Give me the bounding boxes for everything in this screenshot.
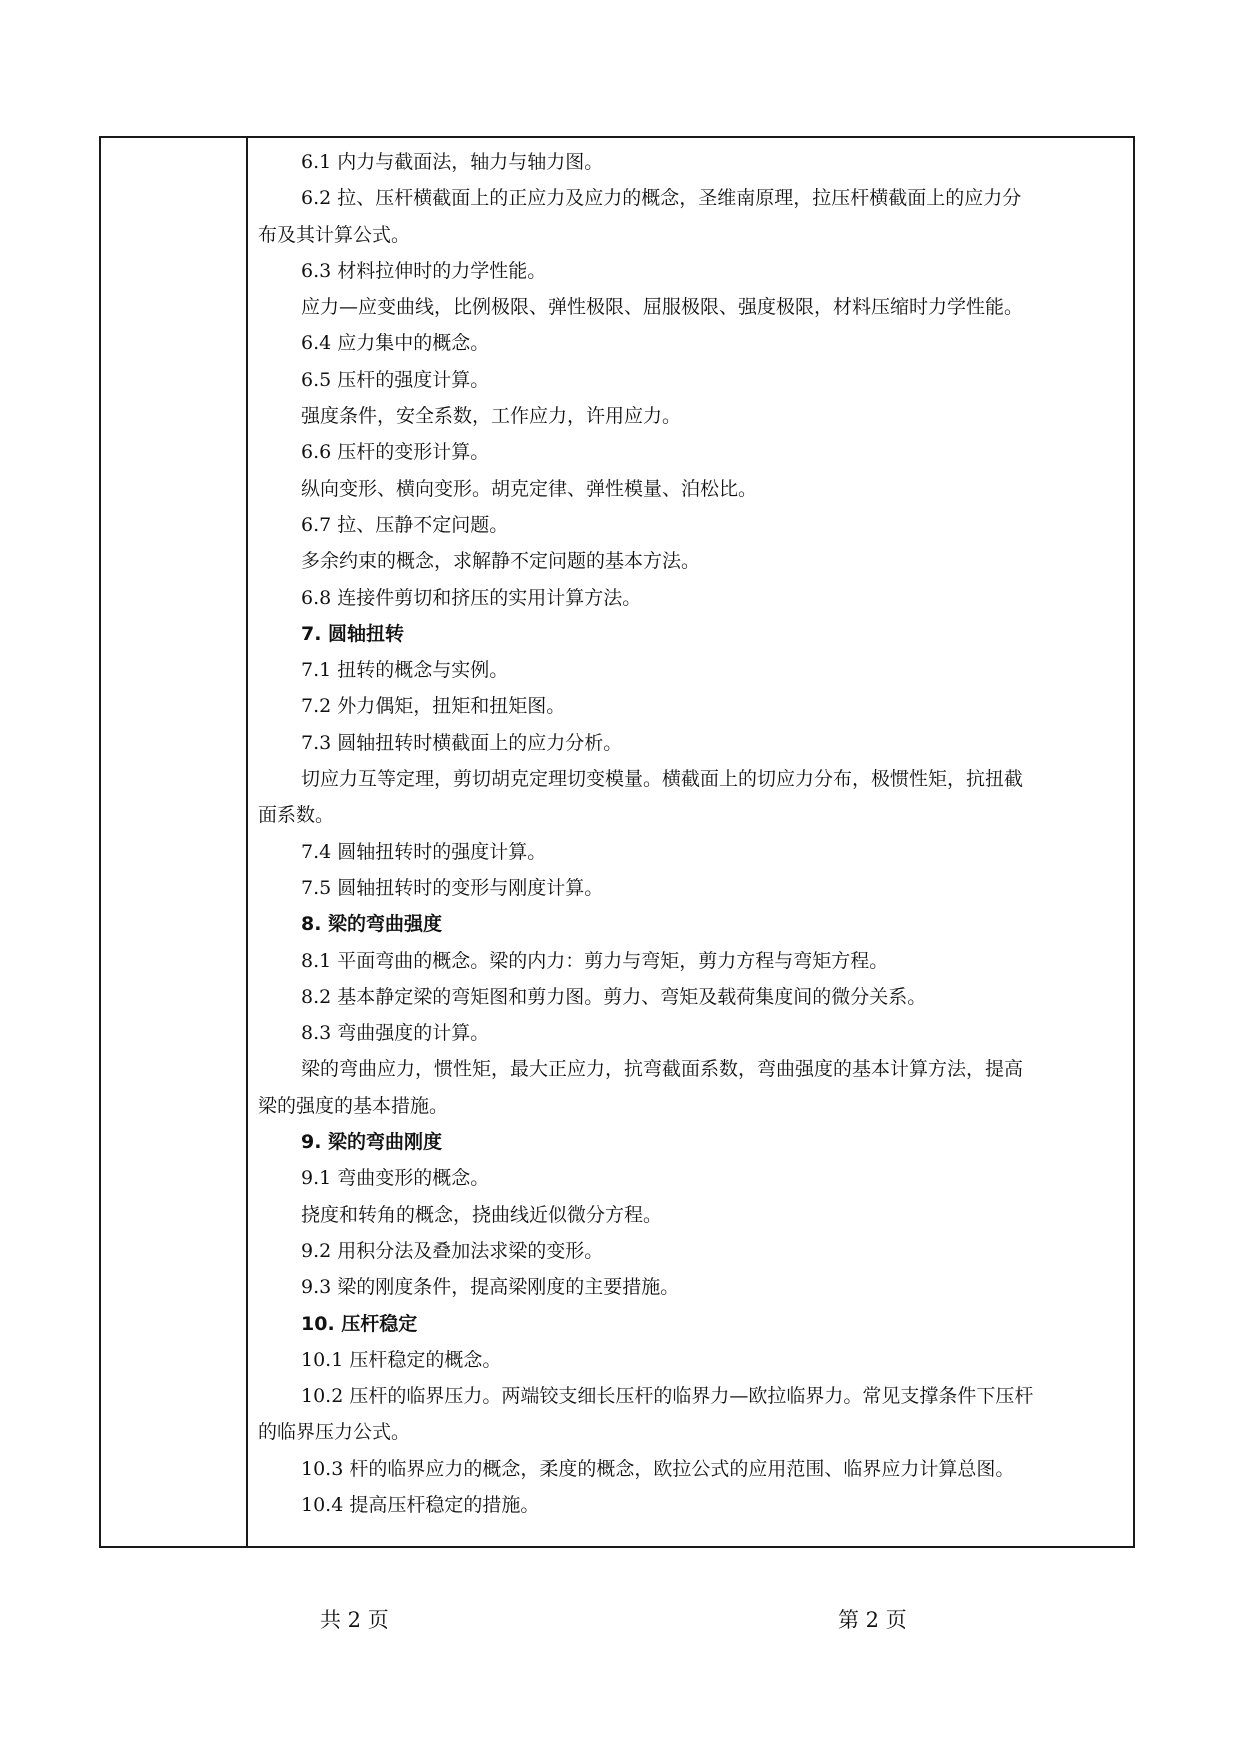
- content-line: 强度条件，安全系数，工作应力，许用应力。: [301, 405, 682, 428]
- content-line: 10.1 压杆稳定的概念。: [301, 1348, 502, 1371]
- content-line: 9.1 弯曲变形的概念。: [301, 1167, 490, 1190]
- content-line: 10.3 杆的临界应力的概念，柔度的概念，欧拉公式的应用范围、临界应力计算总图。: [301, 1457, 1015, 1480]
- section-heading: 9. 梁的弯曲刚度: [301, 1131, 443, 1154]
- content-line: 6.4 应力集中的概念。: [301, 332, 490, 355]
- content-line: 纵向变形、横向变形。胡克定律、弹性模量、泊松比。: [301, 477, 758, 500]
- content-line: 8.3 弯曲强度的计算。: [301, 1022, 490, 1045]
- footer-page-number: 第 2 页: [838, 1608, 907, 1632]
- content-line: 6.3 材料拉伸时的力学性能。: [301, 259, 547, 282]
- content-line: 10.4 提高压杆稳定的措施。: [301, 1493, 540, 1516]
- content-line: 7.3 圆轴扭转时横截面上的应力分析。: [301, 731, 623, 754]
- content-line: 梁的弯曲应力，惯性矩，最大正应力，抗弯截面系数，弯曲强度的基本计算方法，提高: [301, 1058, 1024, 1081]
- table-left-column: [101, 138, 248, 1546]
- content-line: 7.5 圆轴扭转时的变形与刚度计算。: [301, 876, 604, 899]
- content-line: 应力—应变曲线，比例极限、弹性极限、屈服极限、强度极限，材料压缩时力学性能。: [301, 296, 1024, 319]
- section-heading: 8. 梁的弯曲强度: [301, 913, 443, 936]
- content-line: 6.2 拉、压杆横截面上的正应力及应力的概念，圣维南原理，拉压杆横截面上的应力分: [301, 187, 1022, 210]
- content-line: 多余约束的概念，求解静不定问题的基本方法。: [301, 550, 701, 573]
- content-line: 6.7 拉、压静不定问题。: [301, 513, 509, 536]
- section-heading: 7. 圆轴扭转: [301, 622, 405, 645]
- content-line: 9.3 梁的刚度条件，提高梁刚度的主要措施。: [301, 1276, 680, 1299]
- content-line: 8.1 平面弯曲的概念。梁的内力：剪力与弯矩，剪力方程与弯矩方程。: [301, 949, 889, 972]
- content-line: 7.2 外力偶矩，扭矩和扭矩图。: [301, 695, 566, 718]
- section-heading: 10. 压杆稳定: [301, 1312, 418, 1335]
- content-line: 9.2 用积分法及叠加法求梁的变形。: [301, 1239, 604, 1262]
- content-table: [99, 136, 1135, 1548]
- content-line: 布及其计算公式。: [258, 223, 411, 246]
- content-line: 梁的强度的基本措施。: [258, 1094, 449, 1117]
- content-line: 挠度和转角的概念，挠曲线近似微分方程。: [301, 1203, 663, 1226]
- content-line: 7.1 扭转的概念与实例。: [301, 659, 509, 682]
- content-line: 的临界压力公式。: [258, 1421, 411, 1444]
- content-line: 8.2 基本静定梁的弯矩图和剪力图。剪力、弯矩及载荷集度间的微分关系。: [301, 985, 927, 1008]
- footer-total-pages: 共 2 页: [320, 1608, 389, 1632]
- content-line: 切应力互等定理，剪切胡克定理切变模量。横截面上的切应力分布，极惯性矩，抗扭截: [301, 768, 1024, 791]
- content-line: 7.4 圆轴扭转时的强度计算。: [301, 840, 547, 863]
- content-line: 6.6 压杆的变形计算。: [301, 441, 490, 464]
- content-line: 6.8 连接件剪切和挤压的实用计算方法。: [301, 586, 642, 609]
- content-line: 10.2 压杆的临界压力。两端铰支细长压杆的临界力—欧拉临界力。常见支撑条件下压杆: [301, 1385, 1034, 1408]
- table-content-column: [250, 138, 1133, 1546]
- content-line: 6.1 内力与截面法，轴力与轴力图。: [301, 151, 604, 173]
- content-line: 6.5 压杆的强度计算。: [301, 368, 490, 391]
- content-line: 面系数。: [258, 804, 335, 827]
